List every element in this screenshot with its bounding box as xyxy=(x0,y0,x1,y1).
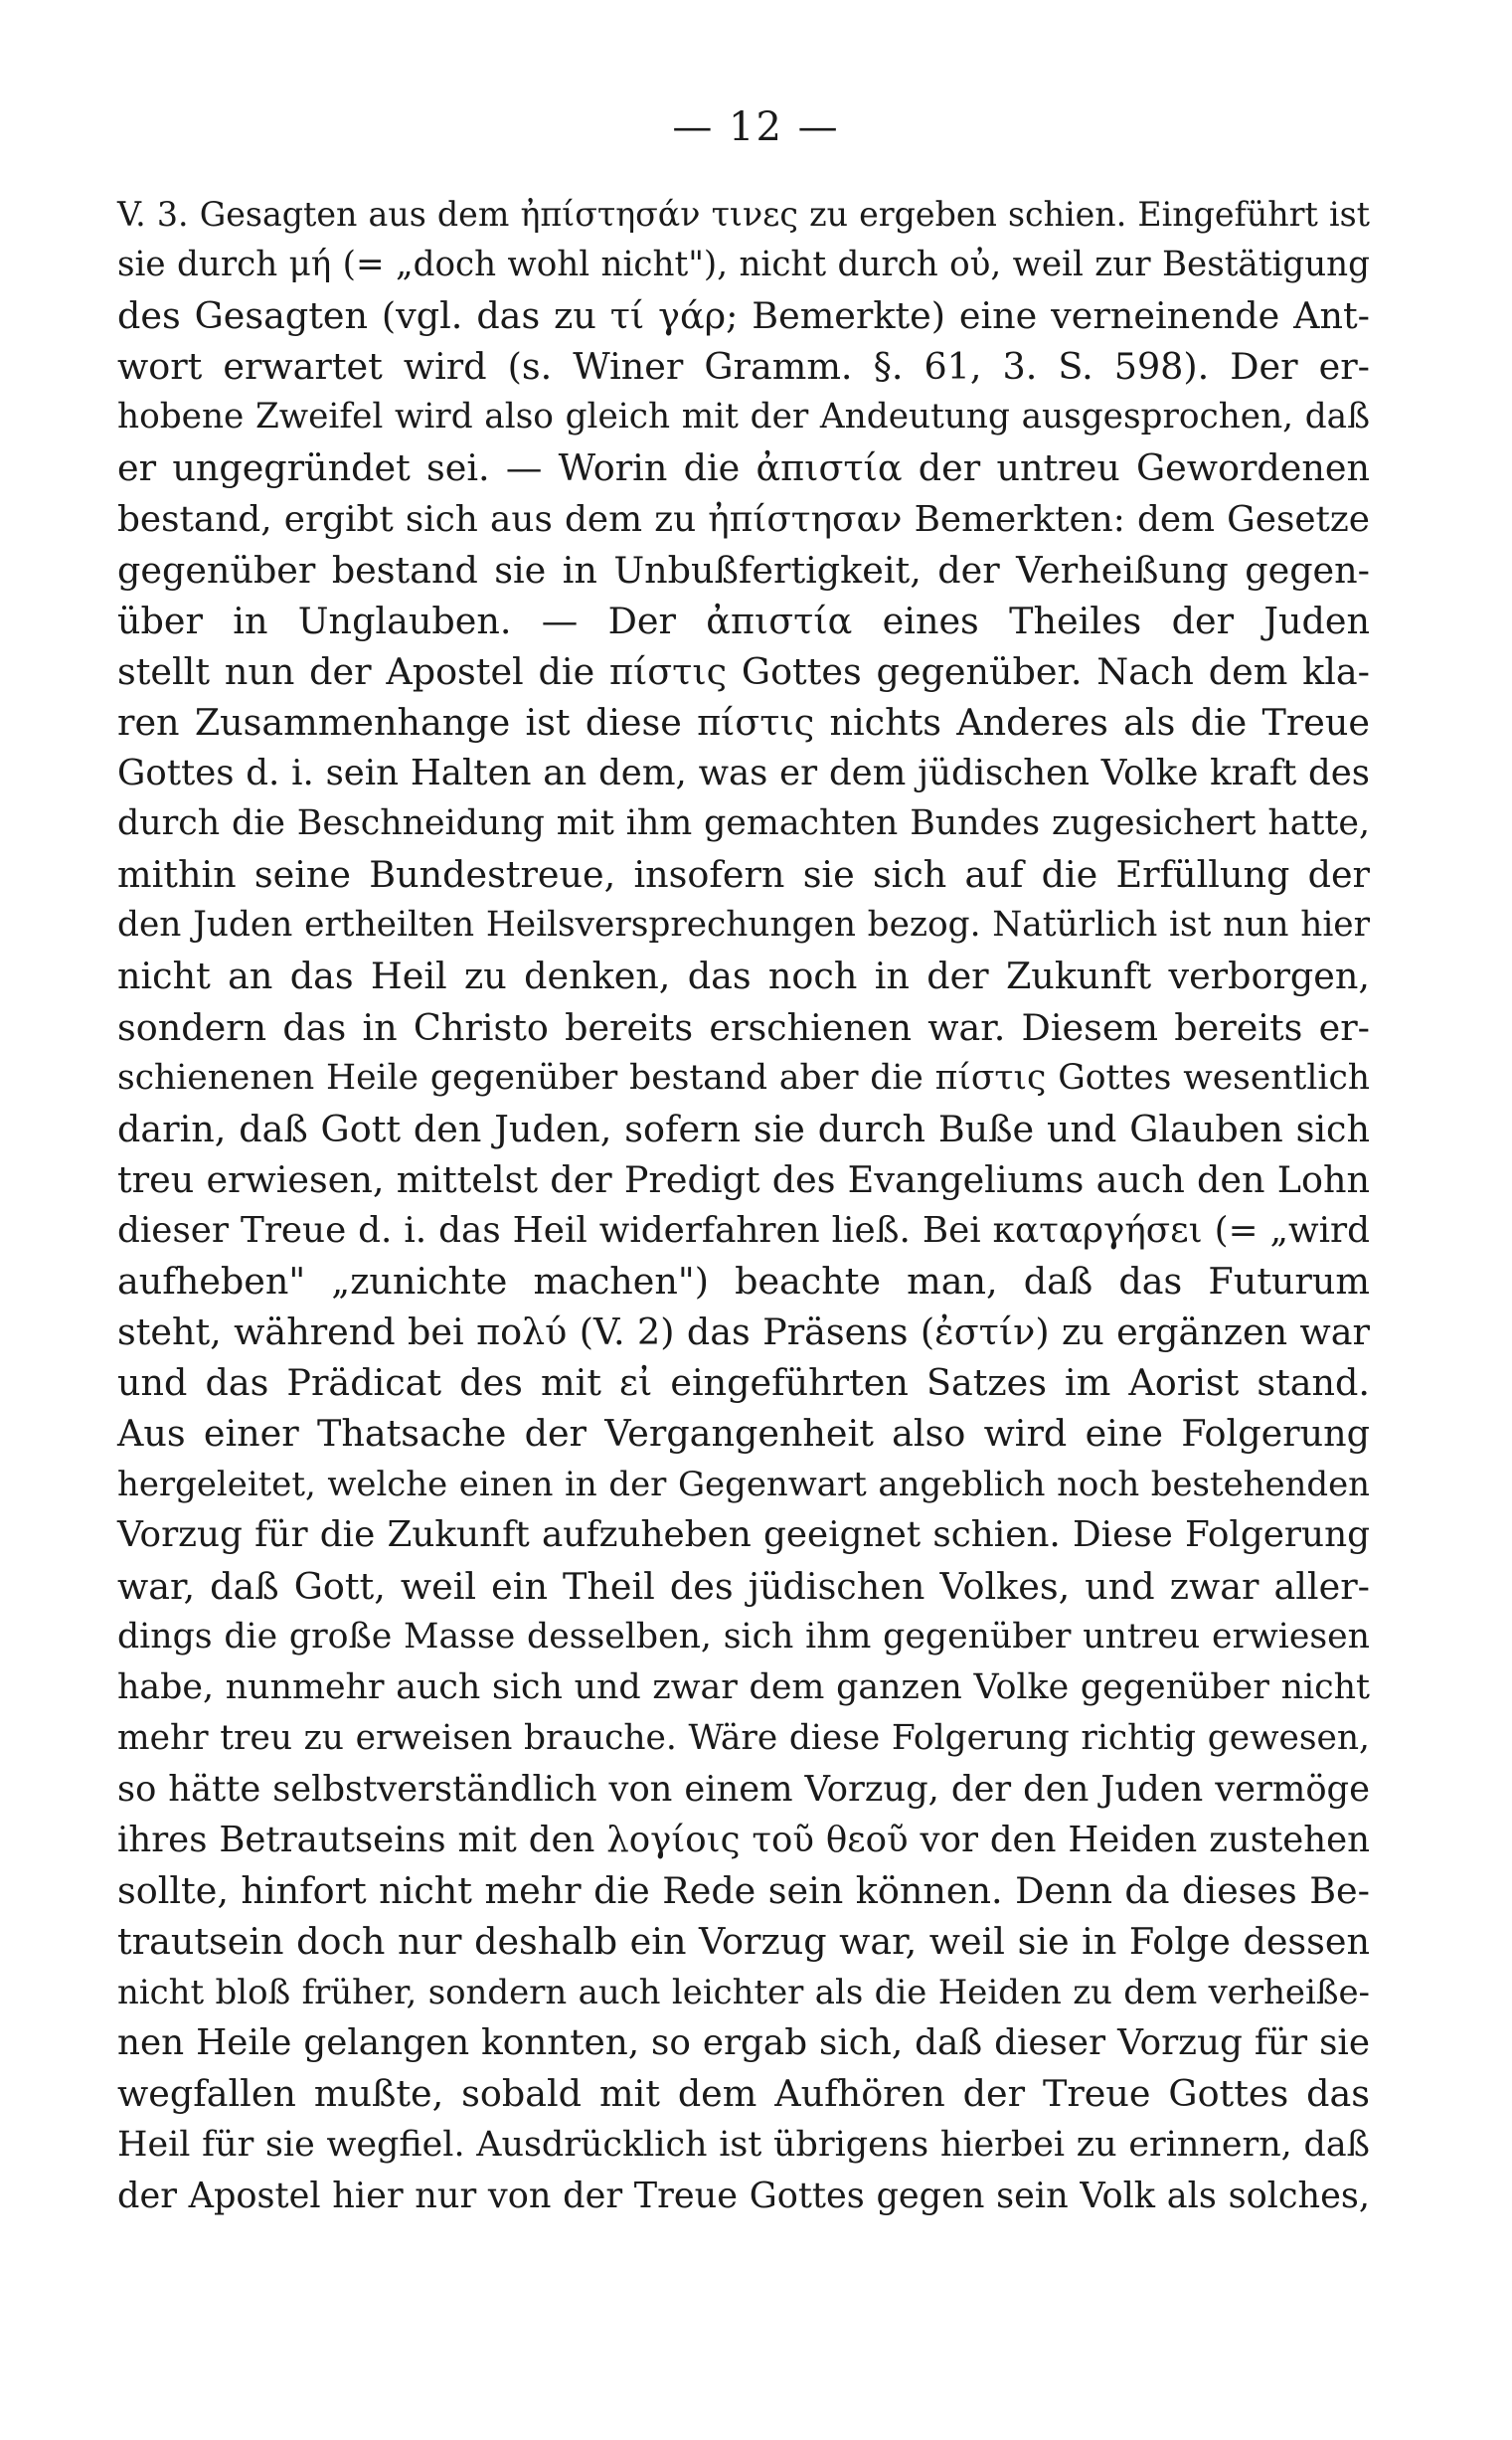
text-line: hergeleitet, welche einen in der Gegenwart angeblich noch bestehenden xyxy=(117,1465,1370,1504)
text-line: dieser Treue d. i. das Heil widerfahren ließ. Bei καταργήσει (= „wird xyxy=(117,1209,1370,1251)
text-line: war, daß Gott, weil ein Theil des jüdischen Volkes, und zwar aller- xyxy=(117,1564,1370,1608)
text-line: er ungegründet sei. — Worin die ἀπιστία der untreu Gewordenen xyxy=(117,446,1370,490)
text-line: Heil für sie wegfiel. Ausdrücklich ist übrigens hierbei zu erinnern, daß xyxy=(117,2124,1370,2165)
text-line: und das Prädicat des mit εἰ eingeführten Satzes im Aorist stand. xyxy=(117,1361,1370,1405)
text-line: trautsein doch nur deshalb ein Vorzug war, weil sie in Folge dessen xyxy=(117,1920,1370,1964)
text-line: aufheben" „zunichte machen") beachte man, daß das Futurum xyxy=(117,1259,1370,1303)
text-line: darin, daß Gott den Juden, sofern sie durch Buße und Glauben sich xyxy=(117,1107,1370,1150)
text-line: nicht bloß früher, sondern auch leichter als die Heiden zu dem verheiße- xyxy=(117,1973,1370,2012)
text-line: ren Zusammenhange ist diese πίστις nichts Anderes als die Treue xyxy=(117,700,1370,744)
text-line: Gottes d. i. sein Halten an dem, was er dem jüdischen Volke kraft des xyxy=(117,753,1370,794)
text-line: des Gesagten (vgl. das zu τί γάρ; Bemerkte) eine verneinende Ant- xyxy=(117,294,1370,338)
body-text xyxy=(117,189,1370,2221)
text-line: sollte, hinfort nicht mehr die Rede sein können. Denn da dieses Be- xyxy=(117,1869,1370,1913)
text-line: den Juden ertheilten Heilsversprechungen bezog. Natürlich ist nun hier xyxy=(117,905,1370,946)
text-line: nicht an das Heil zu denken, das noch in der Zukunft verborgen, xyxy=(117,955,1370,998)
text-line: nen Heile gelangen konnten, so ergab sich, daß dieser Vorzug für sie xyxy=(117,2022,1370,2064)
text-line: gegenüber bestand sie in Unbußfertigkeit, der Verheißung gegen- xyxy=(117,548,1370,592)
text-line: wegfallen mußte, sobald mit dem Aufhören der Treue Gottes das xyxy=(117,2072,1370,2116)
text-line: V. 3. Gesagten aus dem ἠπίστησάν τινες zu ergeben schien. Eingeführt ist xyxy=(117,195,1370,234)
text-line: mithin seine Bundestreue, insofern sie sich auf die Erfüllung der xyxy=(117,853,1370,897)
text-line: der Apostel hier nur von der Treue Gottes gegen sein Volk als solches, xyxy=(117,2175,1370,2216)
text-line: dings die große Masse desselben, sich ihm gegenüber untreu erwiesen xyxy=(117,1616,1370,1656)
text-line: bestand, ergibt sich aus dem zu ἠπίστησαν Bemerkten: dem Gesetze xyxy=(117,498,1370,540)
text-line: Vorzug für die Zukunft aufzuheben geeignet schien. Diese Folgerung xyxy=(117,1514,1370,1556)
text-line: hobene Zweifel wird also gleich mit der Andeutung ausgesprochen, daß xyxy=(117,397,1370,437)
text-line: mehr treu zu erweisen brauche. Wäre diese Folgerung richtig gewesen, xyxy=(117,1717,1370,1758)
page-number: — 12 — xyxy=(672,104,840,150)
text-line: stellt nun der Apostel die πίστις Gottes gegenüber. Nach dem kla- xyxy=(117,649,1370,693)
text-line: über in Unglauben. — Der ἀπιστία eines Theiles der Juden xyxy=(117,599,1370,642)
text-line: sie durch μή (= „doch wohl nicht"), nicht durch οὐ, weil zur Bestätigung xyxy=(117,245,1370,285)
text-line: sondern das in Christo bereits erschienen war. Diesem bereits er- xyxy=(117,1005,1370,1049)
text-line: treu erwiesen, mittelst der Predigt des Evangeliums auch den Lohn xyxy=(117,1157,1370,1201)
text-line: wort erwartet wird (s. Winer Gramm. §. 61, 3. S. 598). Der er- xyxy=(117,345,1370,389)
text-line: durch die Beschneidung mit ihm gemachten Bundes zugesichert hatte, xyxy=(117,803,1370,844)
text-line: ihres Betrautseins mit den λογίοις τοῦ θεοῦ vor den Heiden zustehen xyxy=(117,1820,1370,1860)
text-line: steht, während bei πολύ (V. 2) das Präsens (ἐστίν) zu ergänzen war xyxy=(117,1310,1370,1354)
text-line: Aus einer Thatsache der Vergangenheit also wird eine Folgerung xyxy=(117,1412,1370,1456)
text-line: schienenen Heile gegenüber bestand aber die πίστις Gottes wesentlich xyxy=(117,1057,1370,1098)
text-line: habe, nunmehr auch sich und zwar dem ganzen Volke gegenüber nicht xyxy=(117,1666,1370,1707)
text-line: so hätte selbstverständlich von einem Vorzug, der den Juden vermöge xyxy=(117,1768,1370,1810)
